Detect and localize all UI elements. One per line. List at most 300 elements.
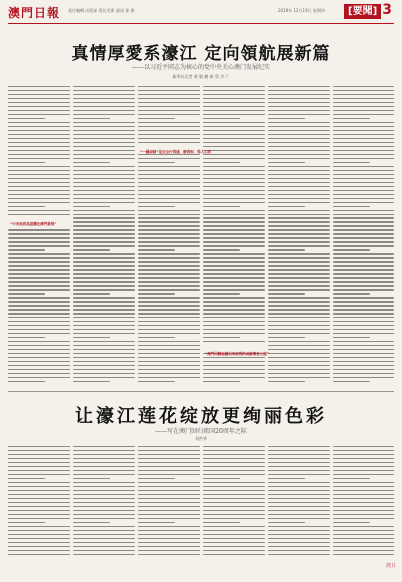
- text-line: [333, 365, 394, 366]
- text-line: [268, 538, 330, 539]
- text-line: [268, 253, 330, 254]
- text-line: [203, 450, 265, 451]
- text-column-3: [138, 86, 200, 385]
- text-line: [138, 253, 200, 254]
- text-line: [333, 498, 394, 499]
- text-line: [203, 313, 265, 314]
- text-line: [203, 458, 265, 459]
- text-line: [73, 474, 135, 475]
- text-line: [73, 506, 135, 507]
- text-line: [138, 502, 200, 503]
- text-line: [73, 538, 135, 539]
- text-line: [268, 233, 330, 234]
- text-column-6: [333, 86, 394, 385]
- text-line: [333, 253, 394, 254]
- text-line: [138, 190, 200, 191]
- text-line: [138, 518, 200, 519]
- text-line: [203, 233, 265, 234]
- text-line: [8, 158, 70, 159]
- text-line: [333, 462, 394, 463]
- text-line: [333, 130, 394, 131]
- text-line: [203, 289, 265, 290]
- text-line: [333, 361, 394, 362]
- text-line: [8, 554, 70, 555]
- text-line: [333, 174, 394, 175]
- text-line: [203, 106, 265, 107]
- text-line: [333, 142, 394, 143]
- text-line: [8, 138, 70, 139]
- text-line: [333, 182, 394, 183]
- text-line: [73, 229, 135, 230]
- text-line: [203, 86, 265, 87]
- text-line: [138, 110, 200, 111]
- text-line: [203, 526, 265, 527]
- text-line: [268, 321, 330, 322]
- text-line: [333, 341, 394, 342]
- text-line: [138, 550, 200, 551]
- text-line: [333, 114, 394, 115]
- text-line: [8, 293, 45, 294]
- text-line: [203, 110, 265, 111]
- text-line: [333, 86, 394, 87]
- text-line: [73, 325, 135, 326]
- text-line: [333, 329, 394, 330]
- text-line: [138, 369, 200, 370]
- text-line: [138, 305, 200, 306]
- text-line: [203, 154, 265, 155]
- text-line: [8, 309, 70, 310]
- text-line: [333, 126, 394, 127]
- text-line: [73, 170, 135, 171]
- text-line: [73, 202, 135, 203]
- text-line: [203, 510, 265, 511]
- text-line: [73, 554, 135, 555]
- text-line: [138, 321, 200, 322]
- text-line: [138, 198, 200, 199]
- text-line: [268, 554, 330, 555]
- text-line: [203, 126, 265, 127]
- text-line: [8, 265, 70, 266]
- text-line: [73, 237, 135, 238]
- text-line: [8, 102, 70, 103]
- text-line: [268, 126, 330, 127]
- text-line: [73, 265, 135, 266]
- text-line: [333, 186, 394, 187]
- text-line: [203, 514, 265, 515]
- text-line: [268, 526, 330, 527]
- text-line: [8, 194, 70, 195]
- text-line: [8, 542, 70, 543]
- text-line: [333, 217, 394, 218]
- text-line: [138, 341, 200, 342]
- text-line: [203, 369, 265, 370]
- text-line: [203, 293, 240, 294]
- text-line: [138, 538, 200, 539]
- text-line: [138, 325, 200, 326]
- text-line: [73, 458, 135, 459]
- text-line: [8, 502, 70, 503]
- text-line: [268, 138, 330, 139]
- text-line: [73, 110, 135, 111]
- text-line: [138, 478, 175, 479]
- text-line: [138, 126, 200, 127]
- text-line: [73, 297, 135, 298]
- text-line: [203, 249, 240, 250]
- text-line: [203, 178, 265, 179]
- text-line: [8, 285, 70, 286]
- article2-column-1: [8, 446, 70, 558]
- text-line: [203, 365, 265, 366]
- text-line: [333, 526, 394, 527]
- text-line: [8, 329, 70, 330]
- text-line: [138, 194, 200, 195]
- text-line: [73, 305, 135, 306]
- text-line: [73, 261, 135, 262]
- text-line: [138, 353, 200, 354]
- text-line: [8, 450, 70, 451]
- text-line: [138, 526, 200, 527]
- text-line: [138, 86, 200, 87]
- text-line: [203, 317, 265, 318]
- text-line: [203, 490, 265, 491]
- text-line: [138, 206, 175, 207]
- text-line: [8, 538, 70, 539]
- text-line: [73, 245, 135, 246]
- text-line: [73, 486, 135, 487]
- text-line: [8, 478, 45, 479]
- text-line: [268, 454, 330, 455]
- text-line: [203, 102, 265, 103]
- text-line: [268, 313, 330, 314]
- text-line: [8, 486, 70, 487]
- text-line: [333, 450, 394, 451]
- text-line: [333, 458, 394, 459]
- text-line: [268, 446, 330, 447]
- text-line: [8, 249, 45, 250]
- text-line: [8, 182, 70, 183]
- text-line: [138, 301, 200, 302]
- text-line: [8, 530, 70, 531]
- text-line: [8, 110, 70, 111]
- text-line: [8, 297, 70, 298]
- text-line: [333, 538, 394, 539]
- text-line: [333, 198, 394, 199]
- text-line: [8, 202, 70, 203]
- text-line: [73, 285, 135, 286]
- text-line: [73, 210, 135, 211]
- text-line: [138, 377, 200, 378]
- text-line: [73, 293, 110, 294]
- text-line: [268, 241, 330, 242]
- text-line: [73, 182, 135, 183]
- text-line: [333, 305, 394, 306]
- text-line: [268, 474, 330, 475]
- text-line: [268, 214, 330, 215]
- section-badge: [要聞]: [344, 4, 381, 19]
- text-line: [8, 94, 70, 95]
- text-line: [138, 118, 175, 119]
- text-line: [73, 313, 135, 314]
- text-line: [73, 526, 135, 527]
- text-line: [268, 534, 330, 535]
- text-line: [8, 190, 70, 191]
- text-line: [73, 122, 135, 123]
- text-line: [268, 377, 330, 378]
- text-line: [203, 174, 265, 175]
- text-line: [333, 162, 370, 163]
- text-line: [203, 273, 265, 274]
- text-line: [138, 90, 200, 91]
- text-line: [333, 337, 370, 338]
- text-line: [73, 94, 135, 95]
- article-subheadline: ——以习近平同志为核心的党中央关心澳门发展纪实: [131, 64, 270, 71]
- text-line: [203, 285, 265, 286]
- text-line: [333, 518, 394, 519]
- text-line: [333, 249, 370, 250]
- text-line: [333, 494, 394, 495]
- text-line: [333, 466, 394, 467]
- text-line: [138, 285, 200, 286]
- text-line: [8, 466, 70, 467]
- text-line: [203, 502, 265, 503]
- text-line: [8, 229, 70, 230]
- text-line: [73, 530, 135, 531]
- text-line: [333, 289, 394, 290]
- text-line: [268, 361, 330, 362]
- text-line: [203, 257, 265, 258]
- text-line: [73, 114, 135, 115]
- text-line: [138, 313, 200, 314]
- text-line: [138, 534, 200, 535]
- text-line: [268, 470, 330, 471]
- text-line: [333, 373, 394, 374]
- text-line: [73, 502, 135, 503]
- text-line: [73, 301, 135, 302]
- text-line: [8, 178, 70, 179]
- text-line: [333, 297, 394, 298]
- text-line: [268, 130, 330, 131]
- text-line: [73, 353, 135, 354]
- text-line: [138, 138, 200, 139]
- text-line: [138, 454, 200, 455]
- text-line: [268, 301, 330, 302]
- text-line: [8, 454, 70, 455]
- text-line: [203, 162, 240, 163]
- text-line: [268, 98, 330, 99]
- text-line: [8, 325, 70, 326]
- text-line: [333, 321, 394, 322]
- text-line: [268, 249, 305, 250]
- text-line: [73, 361, 135, 362]
- text-line: [268, 530, 330, 531]
- text-line: [8, 150, 70, 151]
- text-line: [8, 214, 70, 215]
- text-line: [138, 94, 200, 95]
- text-line: [8, 134, 70, 135]
- text-line: [8, 206, 45, 207]
- text-line: [333, 546, 394, 547]
- text-line: [333, 333, 394, 334]
- text-line: [73, 337, 110, 338]
- text-line: [203, 478, 240, 479]
- text-line: [8, 361, 70, 362]
- text-line: [73, 233, 135, 234]
- text-line: [333, 345, 394, 346]
- text-line: [333, 233, 394, 234]
- text-line: [268, 349, 330, 350]
- text-line: [203, 482, 265, 483]
- text-line: [8, 253, 70, 254]
- text-line: [333, 446, 394, 447]
- text-line: [8, 534, 70, 535]
- text-line: [203, 214, 265, 215]
- text-line: [73, 329, 135, 330]
- text-line: [8, 526, 70, 527]
- text-line: [203, 474, 265, 475]
- text-line: [73, 86, 135, 87]
- text-line: [268, 146, 330, 147]
- text-line: [73, 249, 110, 250]
- text-column-1: [8, 86, 70, 385]
- text-line: [333, 206, 370, 207]
- text-line: [73, 154, 135, 155]
- text-line: [268, 486, 330, 487]
- text-line: [268, 118, 305, 119]
- text-line: [268, 182, 330, 183]
- text-line: [73, 281, 135, 282]
- text-line: [268, 482, 330, 483]
- text-line: [138, 217, 200, 218]
- text-line: [268, 265, 330, 266]
- text-line: [73, 550, 135, 551]
- text-line: [138, 245, 200, 246]
- text-line: [333, 110, 394, 111]
- text-line: [333, 313, 394, 314]
- text-line: [8, 514, 70, 515]
- text-line: [203, 470, 265, 471]
- text-line: [268, 237, 330, 238]
- text-line: [333, 381, 370, 382]
- text-line: [333, 369, 394, 370]
- text-line: [203, 506, 265, 507]
- text-line: [268, 309, 330, 310]
- text-line: [203, 98, 265, 99]
- text-line: [73, 462, 135, 463]
- text-line: [333, 102, 394, 103]
- text-line: [138, 257, 200, 258]
- text-line: [333, 281, 394, 282]
- text-line: [8, 166, 70, 167]
- text-line: [138, 554, 200, 555]
- article2-column-6: [333, 446, 394, 558]
- text-line: [8, 130, 70, 131]
- text-line: [138, 530, 200, 531]
- text-line: [138, 474, 200, 475]
- text-line: [8, 494, 70, 495]
- text-line: [203, 534, 265, 535]
- text-line: [8, 357, 70, 358]
- text-line: [138, 506, 200, 507]
- text-line: [138, 289, 200, 290]
- text-line: [8, 90, 70, 91]
- text-line: [203, 134, 265, 135]
- text-line: [268, 94, 330, 95]
- text-line: [138, 265, 200, 266]
- text-line: [268, 345, 330, 346]
- text-line: [333, 221, 394, 222]
- text-line: [203, 462, 265, 463]
- text-line: [73, 166, 135, 167]
- text-line: [203, 381, 240, 382]
- text-line: [8, 261, 70, 262]
- text-line: [268, 478, 305, 479]
- text-line: [333, 530, 394, 531]
- text-line: [138, 158, 200, 159]
- text-line: [268, 369, 330, 370]
- text-line: [73, 158, 135, 159]
- text-line: [268, 305, 330, 306]
- text-line: [138, 349, 200, 350]
- text-line: [8, 462, 70, 463]
- text-line: [138, 233, 200, 234]
- text-line: [8, 373, 70, 374]
- text-line: [203, 554, 265, 555]
- text-line: [203, 261, 265, 262]
- text-line: [333, 269, 394, 270]
- text-line: [203, 221, 265, 222]
- text-line: [73, 377, 135, 378]
- article-headline: 真情厚愛系濠江 定向領航展新篇: [71, 44, 331, 64]
- text-line: [138, 229, 200, 230]
- text-line: [203, 194, 265, 195]
- text-line: [73, 221, 135, 222]
- text-line: [333, 349, 394, 350]
- text-line: [333, 94, 394, 95]
- text-line: [268, 122, 330, 123]
- text-line: [333, 486, 394, 487]
- text-line: [268, 170, 330, 171]
- text-line: [138, 357, 200, 358]
- text-line: [8, 98, 70, 99]
- text-line: [138, 182, 200, 183]
- text-line: [203, 530, 265, 531]
- text-column-2: [73, 86, 135, 385]
- text-line: [138, 458, 200, 459]
- text-line: [8, 233, 70, 234]
- text-line: [203, 522, 240, 523]
- text-line: [203, 341, 265, 342]
- text-line: [268, 542, 330, 543]
- text-line: [268, 381, 305, 382]
- text-line: [203, 265, 265, 266]
- text-line: [203, 546, 265, 547]
- text-line: [203, 486, 265, 487]
- article2-column-5: [268, 446, 330, 558]
- text-line: [333, 122, 394, 123]
- text-line: [138, 281, 200, 282]
- text-line: [8, 365, 70, 366]
- text-line: [333, 237, 394, 238]
- text-line: [333, 214, 394, 215]
- text-line: [203, 446, 265, 447]
- text-line: [333, 245, 394, 246]
- text-line: [138, 269, 200, 270]
- text-line: [73, 162, 110, 163]
- text-line: [268, 506, 330, 507]
- text-line: [203, 321, 265, 322]
- text-line: [8, 118, 45, 119]
- text-line: [138, 462, 200, 463]
